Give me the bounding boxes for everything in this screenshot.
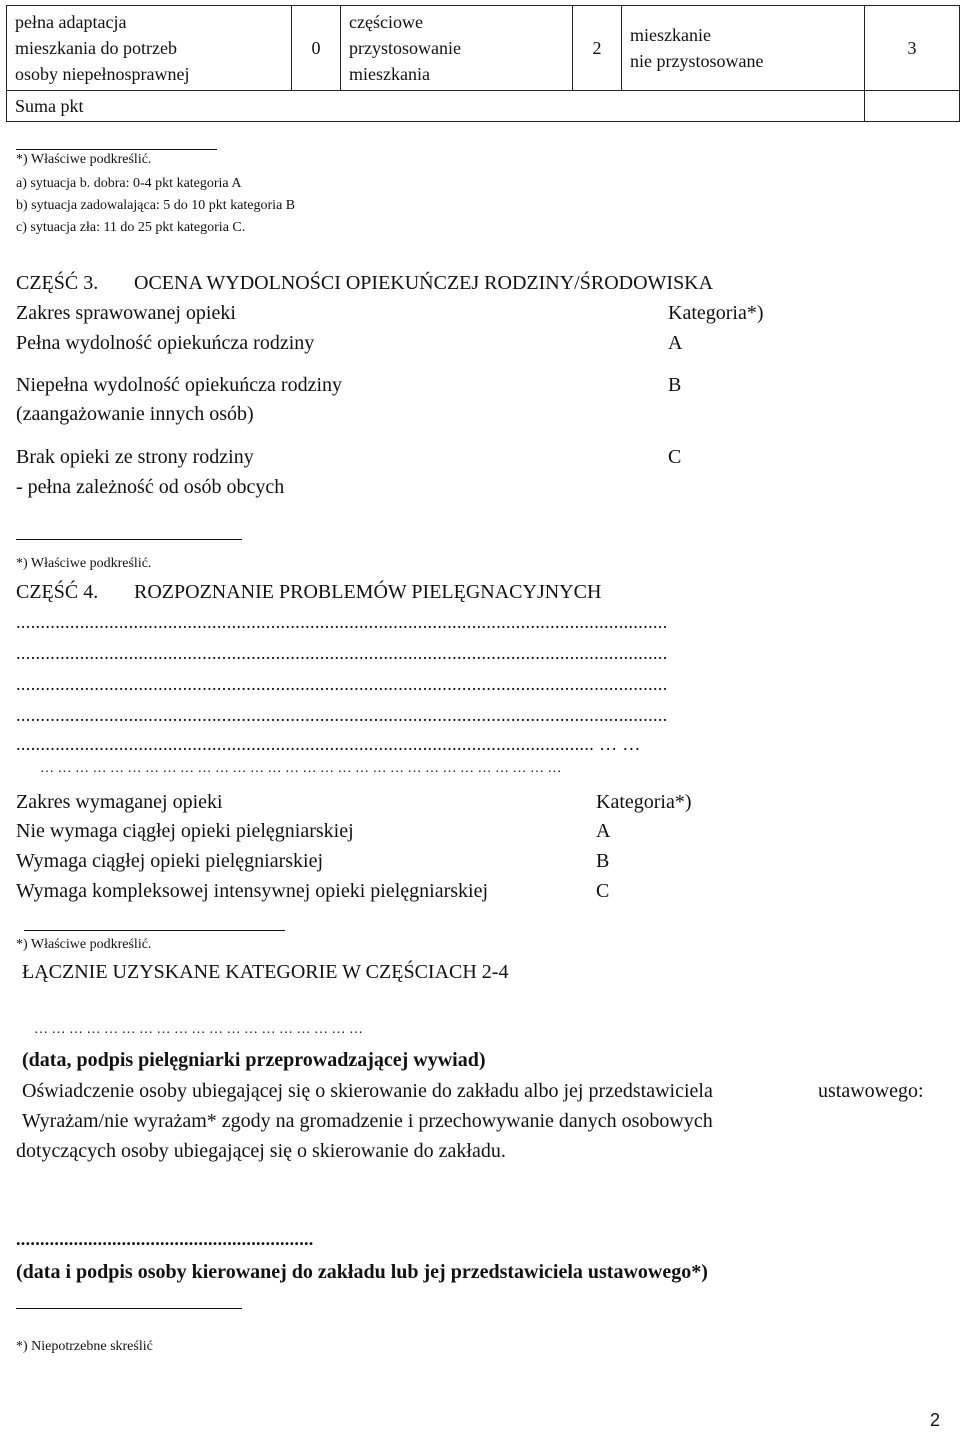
declaration-line-1: Oświadczenie osoby ubiegającej się o skierowanie do zakładu albo jej przedstawiciela xyxy=(22,1080,713,1102)
footnote-asterisk: *) Właściwe podkreślić. xyxy=(16,152,152,167)
housing-option-none: mieszkanie nie przystosowane xyxy=(622,6,865,91)
scoring-rule-b: b) sytuacja zadowalająca: 5 do 10 pkt kategoria B xyxy=(16,198,296,213)
problems-entry-line[interactable]: ..................................................................................................................................... xyxy=(16,705,668,725)
footnote-separator xyxy=(16,149,217,150)
declaration-line-3: dotyczących osoby ubiegającej się o skierowanie do zakładu. xyxy=(16,1140,506,1162)
problems-entry-line[interactable]: ...................................................................................................................... … … xyxy=(16,734,641,754)
part3-number: CZĘŚĆ 3. xyxy=(16,272,99,294)
declaration-line-1-end: ustawowego: xyxy=(818,1080,924,1102)
nurse-signature-line[interactable]: … … … … … … … … … … … … … … … … … … … xyxy=(34,1022,363,1037)
part4-number: CZĘŚĆ 4. xyxy=(16,581,99,603)
scoring-rule-a: a) sytuacja b. dobra: 0-4 pkt kategoria A xyxy=(16,176,242,191)
part4-row-no-care: Nie wymaga ciągłej opieki pielęgniarskiej xyxy=(16,820,354,842)
part3-col-category: Kategoria*) xyxy=(668,302,764,324)
applicant-signature-caption: (data i podpis osoby kierowanej do zakładu lub jej przedstawiciela ustawowego*) xyxy=(16,1261,708,1283)
part4-category-b[interactable]: B xyxy=(596,850,610,872)
part3-title: OCENA WYDOLNOŚCI OPIEKUŃCZEJ RODZINY/ŚRODOWISKA xyxy=(134,272,714,294)
part4-row-intensive-care: Wymaga kompleksowej intensywnej opieki pielęgniarskiej xyxy=(16,880,489,902)
part3-category-c[interactable]: C xyxy=(668,446,682,468)
housing-option-partial: częściowe przystosowanie mieszkania xyxy=(341,6,573,91)
housing-score-partial: 2 xyxy=(573,6,622,91)
sum-value-field[interactable] xyxy=(865,91,960,122)
housing-option-full: pełna adaptacja mieszkania do potrzeb osoby niepełnosprawnej xyxy=(7,6,292,91)
nurse-signature-caption: (data, podpis pielęgniarki przeprowadzającej wywiad) xyxy=(22,1049,486,1071)
problems-entry-line[interactable]: ..................................................................................................................................... xyxy=(16,612,668,632)
part3-row-partial: Niepełna wydolność opiekuńcza rodziny xyxy=(16,374,343,396)
scoring-rule-c: c) sytuacja zła: 11 do 25 pkt kategoria C. xyxy=(16,220,246,235)
part3-row-full: Pełna wydolność opiekuńcza rodziny xyxy=(16,332,315,354)
part4-title: ROZPOZNANIE PROBLEMÓW PIELĘGNACYJNYCH xyxy=(134,581,602,603)
part4-col-scope: Zakres wymaganej opieki xyxy=(16,791,223,813)
sum-label: Suma pkt xyxy=(7,91,865,122)
applicant-signature-line[interactable]: .............................................................. xyxy=(16,1229,314,1249)
problems-entry-line[interactable]: ..................................................................................................................................... xyxy=(16,674,668,694)
housing-score-full: 0 xyxy=(292,6,341,91)
total-categories-label: ŁĄCZNIE UZYSKANE KATEGORIE W CZĘŚCIACH 2-4 xyxy=(22,961,509,983)
footnote-separator xyxy=(16,1308,242,1309)
part4-col-category: Kategoria*) xyxy=(596,791,692,813)
footnote-asterisk: *) Właściwe podkreślić. xyxy=(16,937,152,952)
page-number: 2 xyxy=(930,1410,941,1430)
part3-row-partial-note: (zaangażowanie innych osób) xyxy=(16,403,254,425)
part3-category-b[interactable]: B xyxy=(668,374,682,396)
problems-entry-line[interactable]: ..................................................................................................................................... xyxy=(16,643,668,663)
part3-row-none-note: - pełna zależność od osób obcych xyxy=(16,476,285,498)
housing-score-none: 3 xyxy=(865,6,960,91)
part4-row-continuous-care: Wymaga ciągłej opieki pielęgniarskiej xyxy=(16,850,324,872)
housing-adaptation-table xyxy=(6,5,960,122)
footnote-unnecessary: *) Niepotrzebne skreślić xyxy=(16,1339,153,1354)
footnote-asterisk: *) Właściwe podkreślić. xyxy=(16,556,152,571)
part4-category-a[interactable]: A xyxy=(596,820,611,842)
part3-row-none: Brak opieki ze strony rodziny xyxy=(16,446,254,468)
footnote-separator xyxy=(16,539,242,540)
footnote-separator xyxy=(24,930,285,931)
part4-category-c[interactable]: C xyxy=(596,880,610,902)
declaration-line-2: Wyrażam/nie wyrażam* zgody na gromadzenie i przechowywanie danych osobowych xyxy=(22,1110,713,1132)
part3-col-scope: Zakres sprawowanej opieki xyxy=(16,302,236,324)
part3-category-a[interactable]: A xyxy=(668,332,683,354)
problems-entry-line[interactable]: … … … … … … … … … … … … … … … … … … … … … … … … … … … … … … xyxy=(40,761,562,776)
